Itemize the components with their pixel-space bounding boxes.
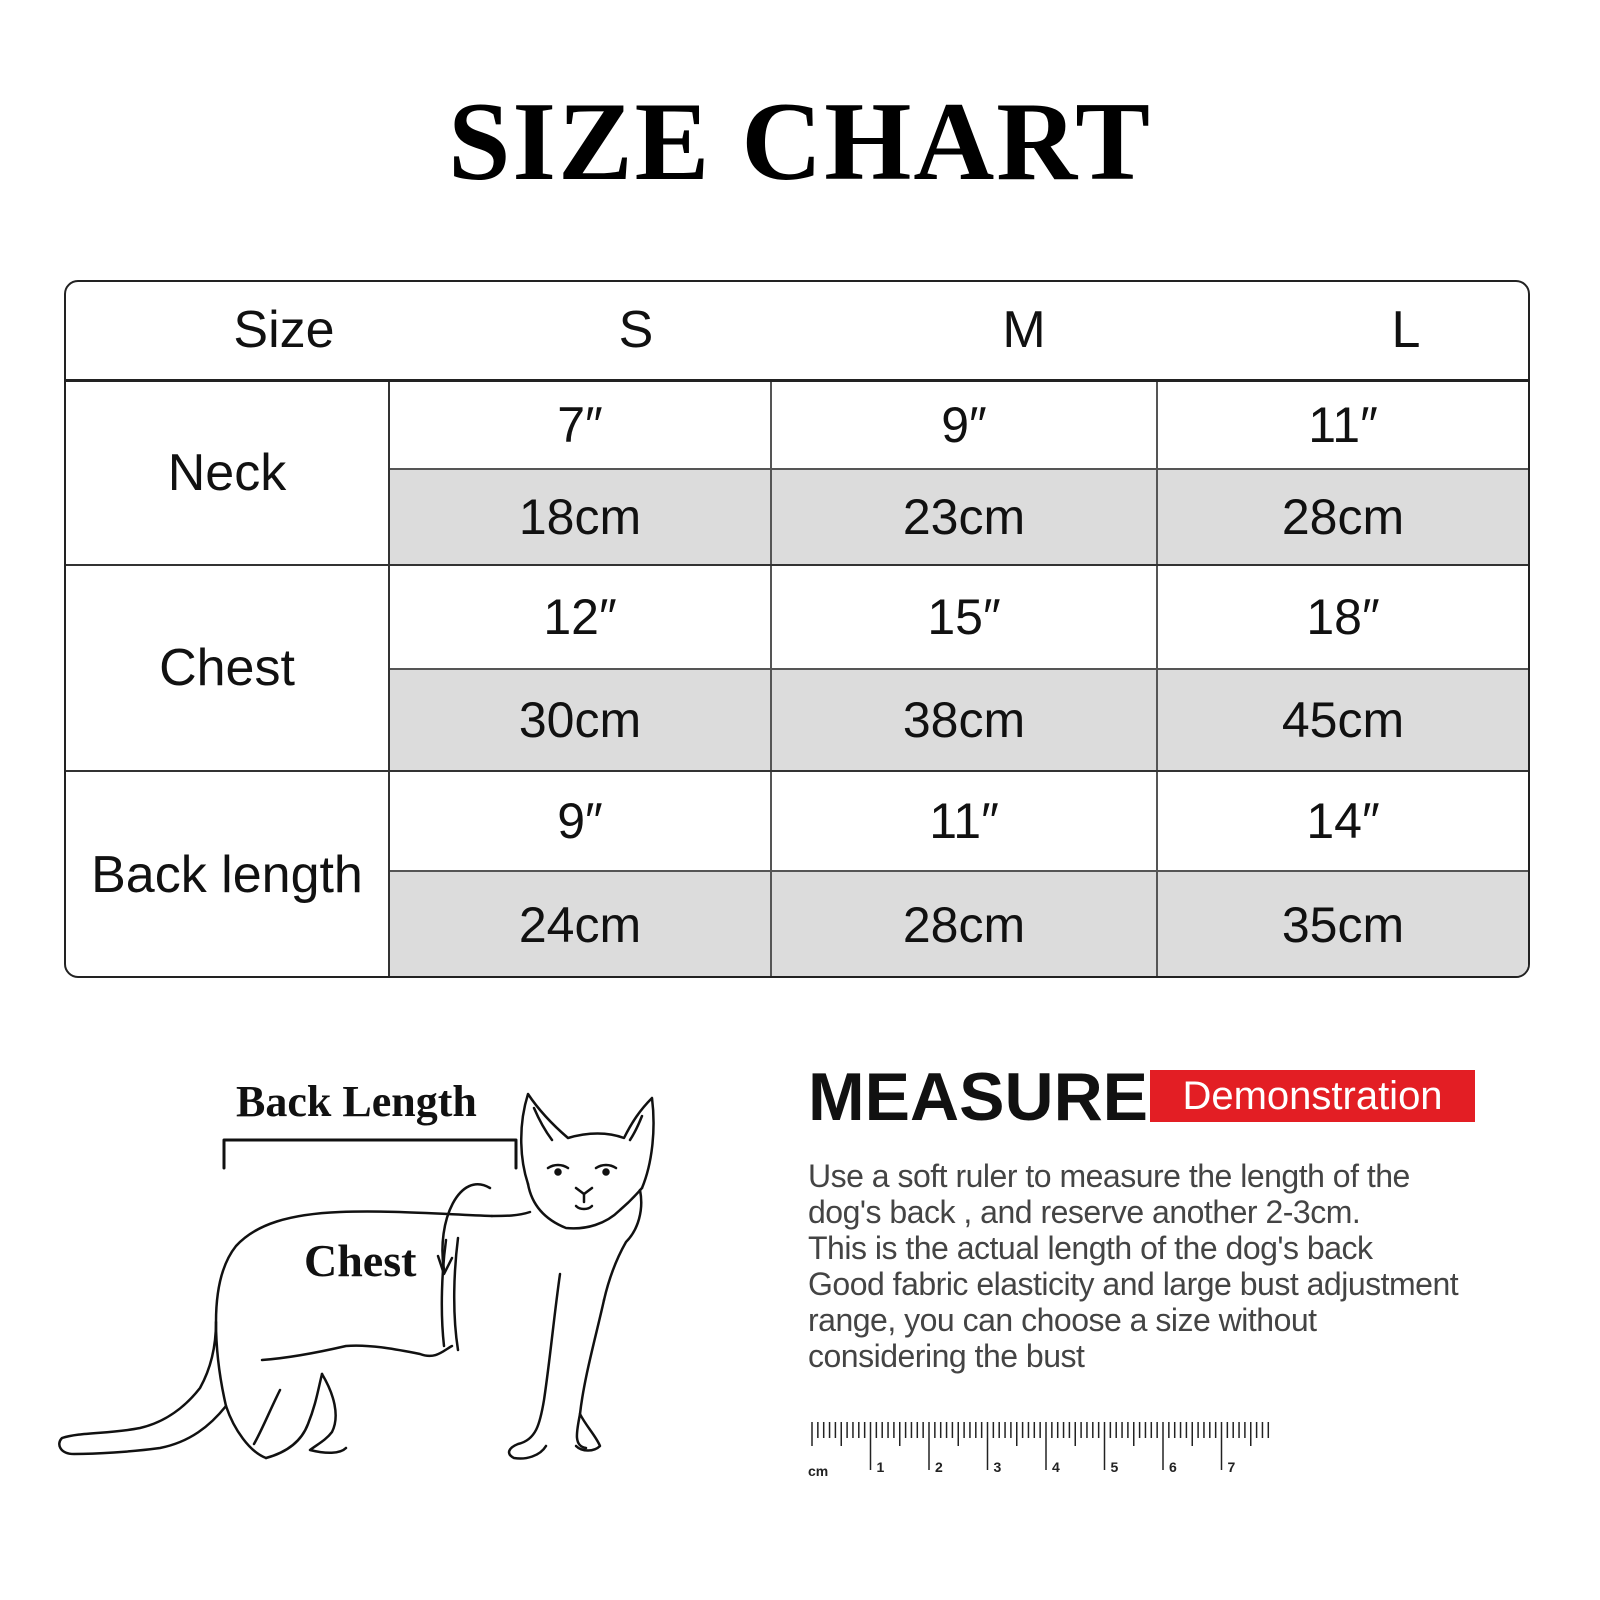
ruler-number: 4 — [1052, 1459, 1060, 1475]
inch-row — [390, 566, 1528, 670]
cm-row — [390, 670, 1528, 770]
row-label: Neck — [66, 382, 390, 564]
measure-instructions — [808, 1158, 1498, 1374]
table-cell: 24cm — [390, 872, 772, 978]
demonstration-badge: Demonstration — [1150, 1070, 1475, 1122]
cm-row — [390, 470, 1528, 564]
inch-row — [390, 772, 1528, 872]
instruction-line: range, you can choose a size without — [808, 1302, 1317, 1338]
header-s: S — [618, 301, 654, 359]
ruler-number: 2 — [935, 1459, 943, 1475]
table-cell: 28cm — [772, 872, 1158, 978]
table-cell: 14″ — [1306, 793, 1380, 849]
ruler-icon — [808, 1420, 1278, 1480]
instruction-line: Good fabric elasticity and large bust adjustment — [808, 1266, 1459, 1302]
table-cell: 30cm — [390, 670, 772, 770]
inch-row — [390, 382, 1528, 470]
table-cell: 23cm — [772, 470, 1158, 564]
instruction-line: dog's back , and reserve another 2-3cm. — [808, 1194, 1361, 1230]
measure-heading: MEASURE — [808, 1059, 1149, 1135]
instruction-line: considering the bust — [808, 1338, 1085, 1374]
table-row-neck — [66, 382, 1528, 566]
header-l: L — [1391, 301, 1421, 359]
table-row-chest — [66, 566, 1528, 772]
header-m: M — [1002, 301, 1046, 359]
table-cell: 18″ — [1306, 589, 1380, 645]
table-cell: 45cm — [1281, 692, 1405, 748]
table-cell: 11″ — [772, 772, 1158, 870]
instruction-line: Use a soft ruler to measure the length of the — [808, 1158, 1410, 1194]
table-cell: 15″ — [772, 566, 1158, 668]
ruler-number: 3 — [993, 1459, 1002, 1475]
table-cell: 12″ — [390, 566, 772, 668]
chest-label: Chest — [304, 1235, 417, 1286]
instruction-line: This is the actual length of the dog's back — [808, 1230, 1373, 1266]
table-header — [66, 282, 1528, 382]
cat-illustration — [40, 1060, 680, 1500]
table-row-back-length — [66, 772, 1528, 978]
table-cell: 38cm — [772, 670, 1158, 770]
ruler-number: 5 — [1110, 1459, 1119, 1475]
table-cell: 9″ — [390, 772, 772, 870]
ruler-number: 7 — [1227, 1459, 1236, 1475]
header-size: Size — [233, 301, 335, 359]
page-title: SIZE CHART — [448, 80, 1152, 204]
row-label: Back length — [66, 772, 390, 978]
table-cell: 18cm — [390, 470, 772, 564]
table-cell: 7″ — [390, 382, 772, 468]
back-length-label: Back Length — [236, 1077, 477, 1126]
row-label: Chest — [66, 566, 390, 770]
table-cell: 11″ — [1308, 397, 1378, 453]
table-cell: 28cm — [1281, 489, 1405, 545]
size-table — [64, 280, 1530, 978]
ruler-number: 1 — [876, 1459, 885, 1475]
ruler-unit: cm — [808, 1463, 829, 1479]
table-cell: 35cm — [1281, 897, 1405, 953]
ruler-number: 6 — [1169, 1459, 1177, 1475]
cm-row — [390, 872, 1528, 978]
table-cell: 9″ — [772, 382, 1158, 468]
